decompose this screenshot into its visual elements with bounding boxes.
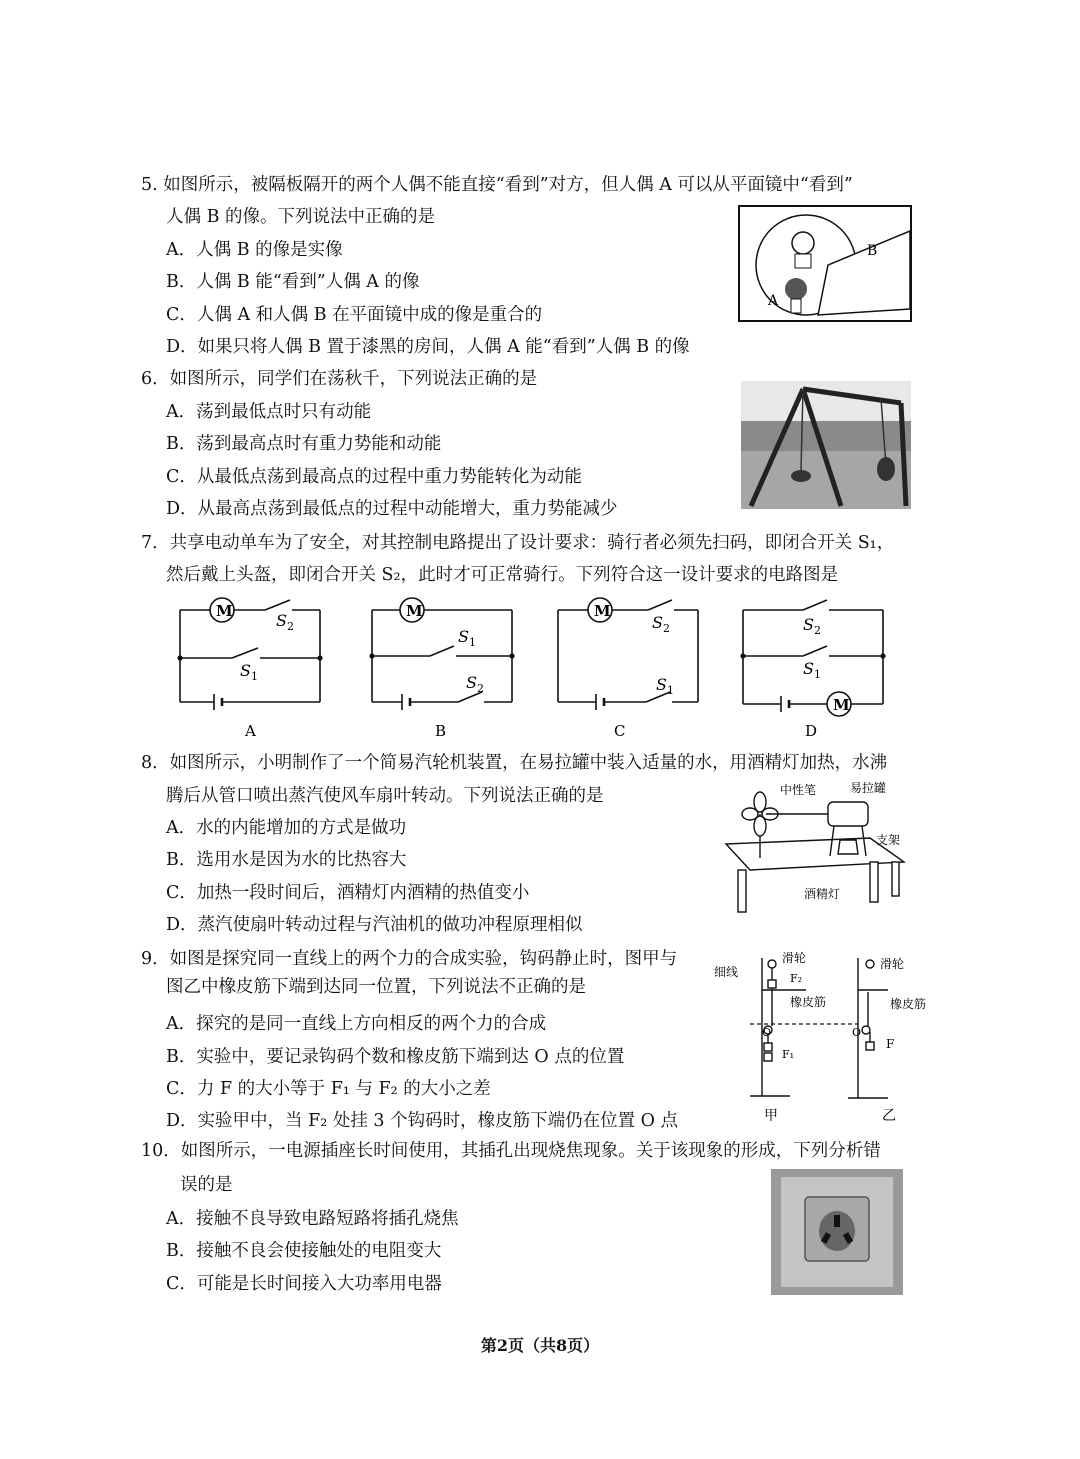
q7-stem-line2: 然后戴上头盔，即闭合开关 S₂，此时才可正常骑行。下列符合这一设计要求的电路图是 bbox=[166, 565, 839, 585]
q10-stem-line1: 10．如图所示，一电源插座长时间使用，其插孔出现烧焦现象。关于该现象的形成，下列分析错 bbox=[141, 1141, 881, 1161]
q7-a-switch-top-sub: 2 bbox=[287, 620, 294, 633]
q9-label-thread: 细线 bbox=[714, 965, 739, 979]
q5-option-d: D．如果只将人偶 B 置于漆黑的房间，人偶 A 能“看到”人偶 B 的像 bbox=[166, 337, 690, 357]
q8-label-lamp: 酒精灯 bbox=[804, 887, 841, 901]
q10-option-c: C．可能是长时间接入大功率用电器 bbox=[166, 1274, 442, 1294]
q7-a-switch-mid-sub: 1 bbox=[251, 670, 258, 683]
q7-b-label: B bbox=[435, 722, 447, 740]
q7-circuit-b bbox=[362, 590, 522, 740]
q7-b-switch-bot-sub: 2 bbox=[477, 682, 484, 695]
q6-stem: 6．如图所示，同学们在荡秋千，下列说法正确的是 bbox=[141, 369, 538, 389]
q6-option-d: D．从最高点荡到最低点的过程中动能增大，重力势能减少 bbox=[166, 499, 618, 519]
q8-stem-line2: 腾后从管口喷出蒸汽使风车扇叶转动。下列说法正确的是 bbox=[166, 786, 604, 806]
q9-label-band-2: 橡皮筋 bbox=[890, 997, 927, 1011]
q9-option-a: A．探究的是同一直线上方向相反的两个力的合成 bbox=[166, 1014, 547, 1034]
q5-mirror-figure bbox=[738, 205, 913, 323]
q7-a-label: A bbox=[245, 722, 256, 740]
q5-fig-label-a: A bbox=[768, 293, 779, 309]
q8-label-can: 易拉罐 bbox=[850, 781, 887, 795]
q9-label-pulley-2: 滑轮 bbox=[880, 957, 905, 971]
q9-force-experiment-figure bbox=[710, 948, 940, 1128]
q8-option-d: D．蒸汽使扇叶转动过程与汽油机的做功冲程原理相似 bbox=[166, 915, 583, 935]
q7-a-switch-mid: S bbox=[240, 661, 251, 680]
q9-label-pulley-1: 滑轮 bbox=[782, 951, 807, 965]
q7-d-motor-label: M bbox=[833, 696, 850, 714]
q10-option-b: B．接触不良会使接触处的电阻变大 bbox=[166, 1241, 442, 1261]
q9-option-c: C．力 F 的大小等于 F₁ 与 F₂ 的大小之差 bbox=[166, 1079, 491, 1099]
q7-b-switch-bot: S bbox=[466, 673, 477, 692]
q5-option-c: C．人偶 A 和人偶 B 在平面镜中成的像是重合的 bbox=[166, 305, 543, 325]
q7-b-switch-mid-sub: 1 bbox=[469, 636, 476, 649]
q9-label-f: F bbox=[886, 1037, 895, 1051]
q7-circuit-d bbox=[735, 590, 895, 740]
q9-label-o-1: O bbox=[762, 1026, 772, 1039]
q7-d-switch-mid: S bbox=[803, 659, 814, 678]
q7-circuit-a bbox=[170, 590, 330, 740]
q9-label-yi: 乙 bbox=[882, 1108, 896, 1124]
q7-a-motor-label: M bbox=[216, 602, 233, 620]
q6-option-c: C．从最低点荡到最高点的过程中重力势能转化为动能 bbox=[166, 467, 582, 487]
q7-stem-line1: 7．共享电动单车为了安全，对其控制电路提出了设计要求：骑行者必须先扫码，即闭合开关 S₁， bbox=[141, 533, 895, 553]
q10-stem-line2: 误的是 bbox=[180, 1175, 233, 1195]
q9-option-b: B．实验中，要记录钩码个数和橡皮筋下端到达 O 点的位置 bbox=[166, 1047, 625, 1067]
q8-stem-line1: 8．如图所示，小明制作了一个简易汽轮机装置，在易拉罐中装入适量的水，用酒精灯加热，水沸 bbox=[141, 753, 888, 773]
q8-label-pen: 中性笔 bbox=[780, 783, 817, 797]
q8-steam-turbine-figure bbox=[720, 774, 910, 914]
q9-stem-line2: 图乙中橡皮筋下端到达同一位置，下列说法不正确的是 bbox=[166, 977, 586, 997]
q7-b-motor-label: M bbox=[406, 602, 423, 620]
q7-a-switch-top: S bbox=[276, 611, 287, 630]
q7-c-label: C bbox=[614, 722, 626, 740]
q10-burnt-socket-photo bbox=[771, 1169, 903, 1295]
q9-label-o-2: O bbox=[852, 1026, 862, 1039]
q8-option-c: C．加热一段时间后，酒精灯内酒精的热值变小 bbox=[166, 883, 530, 903]
q7-d-label: D bbox=[805, 722, 818, 740]
q6-swing-photo bbox=[741, 381, 911, 509]
q5-fig-label-b: B bbox=[867, 243, 878, 259]
q7-d-switch-top-sub: 2 bbox=[814, 624, 821, 637]
q7-c-switch-bot: S bbox=[656, 675, 667, 694]
q8-label-stand: 支架 bbox=[876, 833, 901, 847]
q9-label-f1: F₁ bbox=[782, 1048, 795, 1061]
q7-d-switch-mid-sub: 1 bbox=[814, 668, 821, 681]
page-footer: 第2页（共8页） bbox=[480, 1336, 600, 1355]
q7-c-switch-top-sub: 2 bbox=[663, 622, 670, 635]
q7-b-switch-mid: S bbox=[458, 627, 469, 646]
q5-stem-line1: 5. 如图所示，被隔板隔开的两个人偶不能直接“看到”对方，但人偶 A 可以从平面镜中“看到” bbox=[141, 175, 853, 195]
q5-option-b: B．人偶 B 能“看到”人偶 A 的像 bbox=[166, 272, 420, 292]
q10-option-a: A．接触不良导致电路短路将插孔烧焦 bbox=[166, 1209, 459, 1229]
q9-label-jia: 甲 bbox=[764, 1108, 778, 1124]
q8-option-b: B．选用水是因为水的比热容大 bbox=[166, 850, 407, 870]
q9-option-d: D．实验甲中，当 F₂ 处挂 3 个钩码时，橡皮筋下端仍在位置 O 点 bbox=[166, 1111, 679, 1131]
q7-c-motor-label: M bbox=[594, 602, 611, 620]
q6-option-b: B．荡到最高点时有重力势能和动能 bbox=[166, 434, 442, 454]
q7-d-switch-top: S bbox=[803, 615, 814, 634]
q6-option-a: A．荡到最低点时只有动能 bbox=[166, 402, 372, 422]
q5-option-a: A．人偶 B 的像是实像 bbox=[166, 240, 343, 260]
q7-c-switch-top: S bbox=[652, 613, 663, 632]
q9-label-band-1: 橡皮筋 bbox=[790, 995, 827, 1009]
q9-label-f2: F₂ bbox=[790, 972, 803, 985]
q9-stem-line1: 9．如图是探究同一直线上的两个力的合成实验，钩码静止时，图甲与 bbox=[141, 949, 678, 969]
q7-c-switch-bot-sub: 1 bbox=[667, 684, 674, 697]
q7-circuit-c bbox=[550, 590, 710, 740]
q8-option-a: A．水的内能增加的方式是做功 bbox=[166, 818, 407, 838]
q5-stem-line2: 人偶 B 的像。下列说法中正确的是 bbox=[166, 207, 435, 227]
